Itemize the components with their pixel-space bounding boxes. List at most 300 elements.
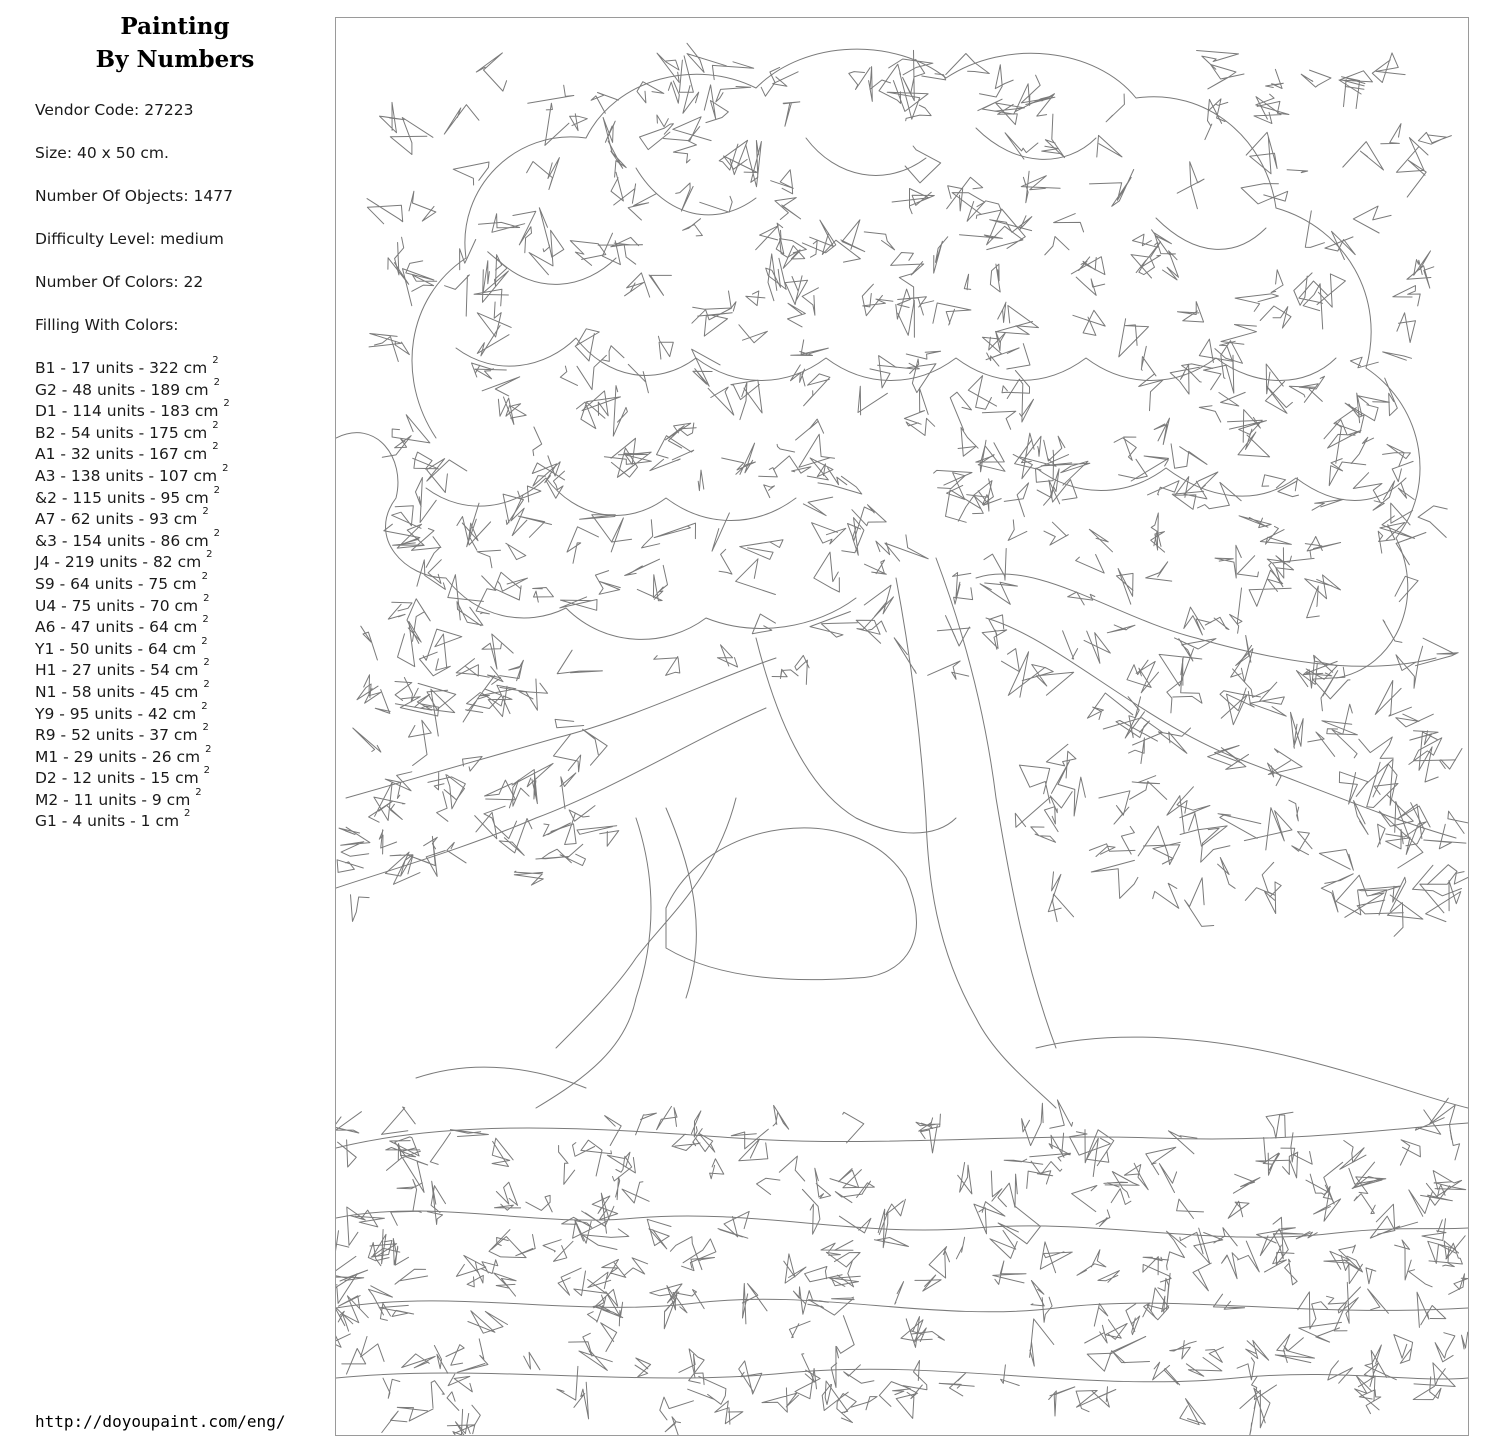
leaf-outline	[746, 141, 762, 187]
leaf-outline	[998, 1206, 1040, 1244]
color-item: R9 - 52 units - 37 cm $^2$	[35, 722, 209, 745]
leaf-outline	[514, 871, 543, 885]
leaf-outline	[739, 1361, 762, 1394]
leaf-outline	[657, 436, 694, 460]
leaf-outline	[1085, 1325, 1108, 1343]
leaf-outline	[1136, 661, 1158, 692]
leaf-outline	[1045, 114, 1064, 158]
leaf-outline	[553, 734, 580, 771]
leaf-outline	[1049, 1387, 1075, 1416]
canvas-size: Size: 40 x 50 cm.	[35, 144, 169, 162]
leaf-outline	[595, 571, 620, 595]
leaf-outline	[477, 326, 509, 356]
leaf-outline	[1409, 1270, 1433, 1287]
leaf-outline	[628, 194, 656, 220]
leaf-outline	[1159, 1164, 1176, 1193]
leaf-outline	[1291, 712, 1304, 748]
leaf-outline	[1409, 738, 1456, 765]
leaf-outline	[856, 610, 880, 643]
leaf-outline	[647, 1219, 671, 1249]
leaf-outline	[460, 240, 476, 270]
ground-outline	[336, 1369, 1468, 1382]
leaf-outline	[588, 1272, 611, 1289]
leaf-outline	[518, 516, 551, 537]
color-item: J4 - 219 units - 82 cm $^2$	[35, 549, 213, 572]
leaf-outline	[559, 1146, 575, 1185]
leaf-outline	[863, 294, 893, 307]
leaf-outline	[950, 392, 971, 430]
leaf-outline	[1180, 1399, 1206, 1425]
leaf-outline	[657, 53, 679, 82]
leaf-outline	[637, 82, 664, 103]
leaf-outline	[928, 661, 969, 679]
trunk-hollow	[666, 828, 916, 980]
leaf-outline	[803, 497, 832, 515]
leaf-outline	[1022, 1103, 1044, 1145]
leaf-outline	[673, 1290, 704, 1313]
leaf-outline	[1007, 344, 1030, 369]
leaf-outline	[1336, 875, 1384, 917]
leaf-outline	[1358, 886, 1401, 915]
leaf-outline	[374, 782, 405, 820]
leaf-outline	[939, 1383, 974, 1388]
leaf-outline	[567, 527, 599, 564]
leaf-outline	[1287, 170, 1308, 173]
leaf-outline	[742, 1284, 767, 1311]
leaf-outline	[450, 1130, 488, 1137]
leaf-outline	[1146, 562, 1172, 581]
website-link[interactable]: http://doyoupaint.com/eng/	[35, 1412, 286, 1431]
leaf-outline	[402, 1354, 436, 1368]
leaf-outline	[1037, 469, 1059, 505]
leaf-outline	[635, 1358, 651, 1377]
leaf-outline	[392, 506, 421, 529]
leaf-outline	[1354, 1194, 1375, 1214]
leaf-outline	[799, 434, 835, 467]
leaf-outline	[1073, 310, 1105, 335]
leaf-outline	[1443, 1248, 1455, 1267]
leaf-outline	[580, 515, 616, 542]
leaf-outline	[1422, 1219, 1446, 1241]
leaf-outline	[1152, 230, 1176, 255]
filling-heading: Filling With Colors:	[35, 316, 179, 334]
leaf-outline	[1008, 520, 1027, 541]
leaf-outline	[570, 241, 606, 266]
leaf-outline	[336, 1333, 350, 1348]
leaf-outline	[1308, 732, 1335, 756]
leaf-outline	[1394, 1335, 1413, 1364]
leaf-outline	[468, 1311, 508, 1333]
leaf-outline	[1238, 429, 1270, 457]
leaf-outline	[1366, 1268, 1376, 1284]
leaf-outline	[832, 1297, 855, 1299]
leaf-outline	[1119, 319, 1149, 357]
leaf-outline	[791, 340, 829, 356]
leaf-outline	[904, 388, 928, 424]
leaf-outline	[351, 895, 370, 922]
leaf-outline	[637, 575, 663, 601]
leaf-outline	[1358, 396, 1389, 405]
leaf-outline	[837, 1394, 856, 1423]
leaf-outline	[712, 62, 753, 80]
leaf-outline	[603, 118, 615, 153]
leaf-outline	[780, 239, 807, 258]
leaf-outline	[543, 1240, 561, 1252]
leaf-outline	[837, 1316, 855, 1354]
leaf-outline	[654, 523, 695, 539]
trunk-outline	[556, 638, 956, 1048]
leaf-outline	[1041, 461, 1090, 485]
color-item: B1 - 17 units - 322 cm $^2$	[35, 355, 219, 377]
leaf-outline	[795, 655, 809, 684]
leaf-outline	[551, 813, 576, 844]
leaf-outline	[1368, 1289, 1389, 1313]
leaf-outline	[611, 518, 631, 552]
leaf-outline	[1170, 1341, 1197, 1359]
leaf-outline	[367, 199, 403, 224]
leaf-outline	[1275, 1338, 1314, 1363]
leaf-outline	[1351, 437, 1373, 463]
leaf-outline	[665, 1417, 680, 1435]
leaf-outline	[413, 452, 439, 469]
leaf-outline	[1365, 1345, 1396, 1380]
leaf-outline	[1233, 669, 1270, 697]
leaf-outline	[1305, 575, 1341, 599]
leaf-outline	[1257, 1228, 1296, 1243]
leaf-outline	[1002, 371, 1030, 394]
leaf-outline	[430, 1133, 450, 1165]
leaf-outline	[495, 572, 521, 600]
title-line-1: Painting	[120, 13, 230, 40]
leaf-outline	[533, 427, 542, 456]
leaf-outline	[477, 302, 511, 337]
leaf-outline	[843, 1112, 864, 1143]
leaf-outline	[1019, 765, 1050, 803]
leaf-outline	[1148, 481, 1180, 495]
leaf-outline	[336, 1112, 361, 1133]
leaf-outline	[424, 837, 438, 849]
leaf-outline	[1228, 1201, 1249, 1218]
leaf-outline	[718, 1229, 748, 1239]
color-item: &3 - 154 units - 86 cm $^2$	[35, 527, 221, 550]
leaf-outline	[1379, 795, 1413, 839]
leaf-outline	[1414, 251, 1431, 275]
leaf-outline	[1260, 306, 1291, 328]
leaf-outline	[946, 54, 990, 75]
leaf-outline	[906, 351, 940, 359]
leaf-outline	[1054, 214, 1084, 232]
leaf-outline	[614, 184, 636, 205]
leaf-outline	[369, 1286, 393, 1315]
leaf-outline	[1359, 737, 1393, 758]
leaf-outline	[1077, 1250, 1106, 1276]
leaf-outline	[956, 1237, 964, 1259]
leaf-outline	[467, 1262, 483, 1287]
leaf-outline	[1154, 418, 1169, 444]
leaf-outline	[1414, 1363, 1455, 1387]
leaf-outline	[700, 196, 732, 212]
leaf-outline	[1350, 357, 1378, 368]
leaf-outline	[1053, 894, 1074, 922]
leaf-outline	[575, 329, 599, 361]
leaf-outline	[719, 549, 732, 574]
leaf-outline	[1139, 374, 1163, 411]
leaf-outline	[757, 1178, 780, 1194]
leaf-outline	[1215, 545, 1241, 578]
leaf-outline	[716, 87, 751, 102]
leaf-outline	[1153, 883, 1179, 908]
leaf-outline	[805, 1267, 843, 1282]
leaf-outline	[476, 53, 506, 91]
leaf-outline	[1266, 1112, 1293, 1138]
leaf-outline	[1396, 714, 1434, 727]
leaf-outline	[1046, 744, 1076, 778]
leaf-outline	[594, 1289, 621, 1317]
leaf-outline	[604, 452, 651, 476]
leaf-outline	[1353, 206, 1391, 233]
leaf-outline	[1396, 646, 1423, 688]
leaf-outline	[1146, 1147, 1176, 1174]
leaf-outline	[933, 303, 971, 325]
leaf-outline	[885, 535, 928, 561]
leaf-outline	[1262, 475, 1286, 488]
leaf-outline	[1391, 503, 1413, 525]
color-count: Number Of Colors: 22	[35, 273, 204, 291]
leaf-outline	[898, 300, 915, 337]
leaf-outline	[802, 220, 835, 253]
leaf-outline	[447, 1425, 474, 1434]
leaf-outline	[1208, 65, 1244, 89]
leaf-outline	[602, 233, 620, 264]
leaf-outline	[387, 1144, 402, 1171]
leaf-outline	[724, 1211, 749, 1237]
page-title	[60, 10, 290, 76]
leaf-outline	[498, 397, 514, 424]
leaf-outline	[991, 1171, 1002, 1201]
leaf-outline	[989, 331, 1006, 350]
leaf-outline	[382, 1107, 416, 1134]
leaf-outline	[1199, 406, 1221, 422]
leaf-outline	[774, 456, 811, 473]
leaf-outline	[375, 337, 399, 362]
leaf-outline	[993, 1261, 1026, 1284]
leaf-outline	[625, 559, 660, 575]
leaf-outline	[1419, 732, 1438, 782]
leaf-outline	[560, 366, 577, 385]
leaf-outline	[953, 573, 971, 599]
leaf-outline	[1141, 346, 1156, 376]
leaf-outline	[958, 428, 978, 457]
leaf-outline	[1241, 184, 1288, 204]
leaf-outline	[1237, 556, 1258, 577]
difficulty-level: Difficulty Level: medium	[35, 230, 224, 248]
leaf-outline	[1418, 132, 1451, 144]
leaf-outline	[1184, 607, 1211, 635]
leaf-outline	[477, 550, 500, 568]
leaf-outline	[849, 68, 870, 90]
leaf-outline	[1206, 1347, 1224, 1362]
leaf-outline	[1233, 1174, 1260, 1193]
leaf-outline	[500, 660, 524, 680]
leaf-outline	[1256, 1138, 1290, 1163]
leaf-outline	[1289, 386, 1322, 401]
leaf-outline	[657, 1106, 677, 1129]
leaf-outline	[879, 64, 901, 103]
leaf-outline	[1069, 1132, 1110, 1155]
leaf-outline	[668, 81, 679, 103]
leaf-outline	[579, 1351, 612, 1370]
leaf-outline	[1171, 444, 1207, 468]
leaf-outline	[844, 1365, 874, 1383]
leaf-outline	[814, 552, 840, 592]
leaf-outline	[1084, 631, 1110, 663]
leaf-outline	[1426, 881, 1461, 922]
leaf-outline	[929, 1247, 949, 1278]
leaf-outline	[967, 201, 1001, 222]
leaf-outline	[1002, 649, 1020, 672]
leaf-outline	[506, 543, 526, 559]
leaf-outline	[869, 67, 891, 102]
leaf-outline	[1321, 874, 1353, 912]
leaf-outline	[1383, 620, 1402, 643]
leaf-outline	[1132, 776, 1159, 784]
leaf-outline	[1407, 160, 1426, 197]
leaf-outline	[1393, 286, 1420, 306]
leaf-outline	[1312, 499, 1343, 510]
leaf-outline	[698, 470, 704, 491]
leaf-outline	[640, 124, 674, 150]
leaf-outline	[1111, 1189, 1131, 1205]
leaf-outline	[581, 1140, 612, 1176]
leaf-outline	[835, 1181, 870, 1202]
leaf-outline	[569, 1333, 592, 1356]
leaf-outline	[1345, 393, 1378, 423]
leaf-outline	[353, 728, 381, 752]
leaf-outline	[892, 189, 929, 214]
leaf-outline	[789, 1321, 810, 1338]
leaf-outline	[1418, 506, 1447, 538]
leaf-outline	[1143, 1257, 1168, 1261]
leaf-outline	[628, 364, 648, 392]
trunk-outline	[536, 808, 696, 1108]
leaf-outline	[1098, 1271, 1120, 1283]
leaf-outline	[1409, 1190, 1433, 1216]
leaf-outline	[390, 1137, 419, 1157]
leaf-outline	[1397, 313, 1416, 343]
leaf-outline	[619, 1302, 622, 1326]
tree-outline-icon	[336, 18, 1468, 1435]
leaf-outline	[974, 1202, 1005, 1234]
leaf-outline	[447, 1392, 459, 1411]
leaf-outline	[1395, 576, 1418, 601]
leaf-outline	[1343, 142, 1384, 170]
ground-outline	[416, 1037, 1468, 1108]
leaf-outline	[821, 1241, 853, 1252]
leaf-outline	[1097, 135, 1122, 157]
leaf-outline	[1030, 1319, 1054, 1366]
leaf-outline	[536, 849, 572, 863]
leaf-outline	[1036, 450, 1069, 482]
leaf-outline	[481, 1260, 498, 1274]
leaf-outline	[894, 638, 916, 674]
leaf-outline	[717, 645, 737, 667]
leaf-outline	[1392, 461, 1413, 481]
leaf-outline	[654, 656, 680, 676]
leaf-outline	[1007, 379, 1033, 422]
leaf-outline	[1249, 570, 1291, 606]
leaf-outline	[809, 1299, 854, 1316]
leaf-outline	[1307, 537, 1341, 552]
color-item: A3 - 138 units - 107 cm $^2$	[35, 462, 229, 485]
leaf-outline	[1087, 693, 1132, 720]
leaf-outline	[752, 614, 775, 634]
leaf-outline	[573, 1143, 595, 1157]
leaf-outline	[479, 214, 525, 233]
leaf-outline	[990, 1231, 1017, 1259]
leaf-outline	[1099, 791, 1130, 824]
leaf-outline	[858, 386, 887, 415]
leaf-outline	[1285, 1259, 1298, 1285]
leaf-outline	[887, 73, 928, 119]
leaf-outline	[1245, 862, 1275, 900]
leaf-outline	[826, 1252, 860, 1267]
leaf-outline	[683, 86, 699, 114]
leaf-outline	[1435, 1333, 1455, 1362]
leaf-outline	[379, 830, 396, 854]
leaf-outline	[1271, 270, 1283, 293]
leaf-outline	[361, 626, 378, 660]
leaf-outline	[342, 1296, 368, 1331]
leaf-outline	[1127, 660, 1151, 687]
leaf-outline	[602, 346, 624, 362]
leaf-outline	[1222, 1253, 1239, 1279]
leaf-outline	[1395, 1240, 1412, 1280]
leaf-outline	[428, 560, 441, 584]
leaf-outline	[905, 146, 941, 183]
leaf-outline	[1040, 1242, 1072, 1273]
leaf-outline	[382, 1411, 407, 1432]
leaf-outline	[602, 1259, 626, 1278]
leaf-outline	[1177, 1199, 1204, 1218]
leaf-outline	[1076, 1390, 1116, 1412]
leaf-outline	[583, 729, 608, 765]
leaf-outline	[1121, 826, 1134, 854]
leaf-outline	[740, 443, 755, 474]
leaf-outline	[650, 459, 680, 471]
leaf-outline	[1246, 1340, 1269, 1360]
leaf-outline	[1230, 588, 1242, 633]
leaf-outline	[1130, 781, 1167, 799]
leaf-outline	[513, 211, 536, 252]
leaf-outline	[874, 1238, 908, 1247]
leaf-outline	[865, 560, 887, 574]
leaf-outline	[427, 1181, 442, 1224]
leaf-outline	[592, 1196, 618, 1220]
leaf-outline	[543, 823, 570, 836]
leaf-outline	[395, 1269, 428, 1284]
leaf-outline	[494, 1273, 516, 1296]
leaf-outline	[756, 226, 779, 250]
ground-outline	[336, 1123, 1468, 1148]
leaf-outline	[710, 1159, 724, 1179]
leaf-outline	[379, 1305, 413, 1316]
leaf-outline	[611, 172, 623, 201]
leaf-outline	[498, 578, 528, 591]
leaf-outline	[891, 253, 924, 276]
leaf-outline	[1168, 1131, 1197, 1154]
leaf-outline	[1256, 94, 1289, 114]
leaf-outline	[740, 382, 747, 419]
